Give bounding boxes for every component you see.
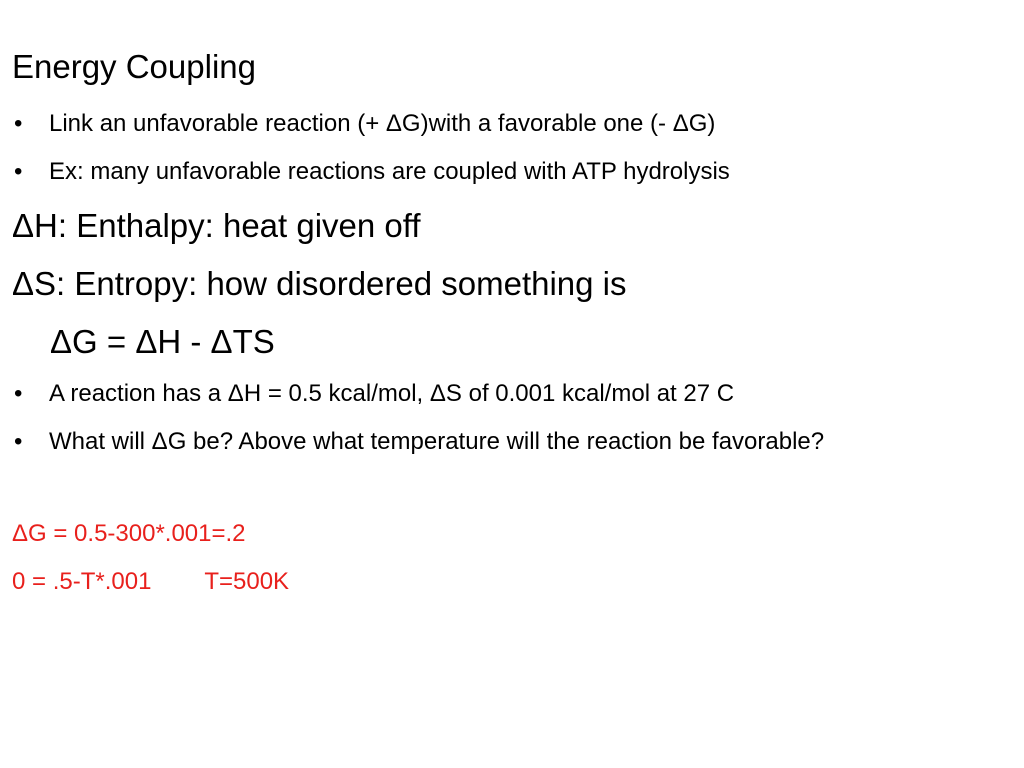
- gibbs-equation: ΔG = ΔH - ΔTS: [50, 323, 275, 360]
- bullet-text: Ex: many unfavorable reactions are coupled with ATP hydrolysis: [49, 158, 730, 185]
- slide-title: Energy Coupling: [12, 48, 256, 85]
- bullet-item: [14, 424, 939, 460]
- answer-line-2: 0 = .5-T*.001 T=500K: [12, 568, 290, 595]
- bullet-dot: •: [14, 158, 23, 185]
- answer-line-1: ΔG = 0.5-300*.001=.2: [12, 520, 246, 547]
- bullet-text: What will ΔG be? Above what temperature will the reaction be favorable?: [49, 428, 825, 455]
- bullet-item: [14, 106, 949, 142]
- bullet-dot: •: [14, 110, 23, 137]
- bullet-item: [14, 376, 949, 412]
- bullet-text: Link an unfavorable reaction (+ ΔG)with a favorable one (- ΔG): [49, 110, 716, 137]
- bullet-dot: •: [14, 380, 23, 407]
- bullet-item: [14, 154, 949, 190]
- bullet-text: A reaction has a ΔH = 0.5 kcal/mol, ΔS of 0.001 kcal/mol at 27 C: [49, 380, 735, 407]
- bullet-dot: •: [14, 428, 23, 455]
- entropy-line: ΔS: Entropy: how disordered something is: [12, 265, 627, 302]
- enthalpy-line: ΔH: Enthalpy: heat given off: [12, 207, 421, 244]
